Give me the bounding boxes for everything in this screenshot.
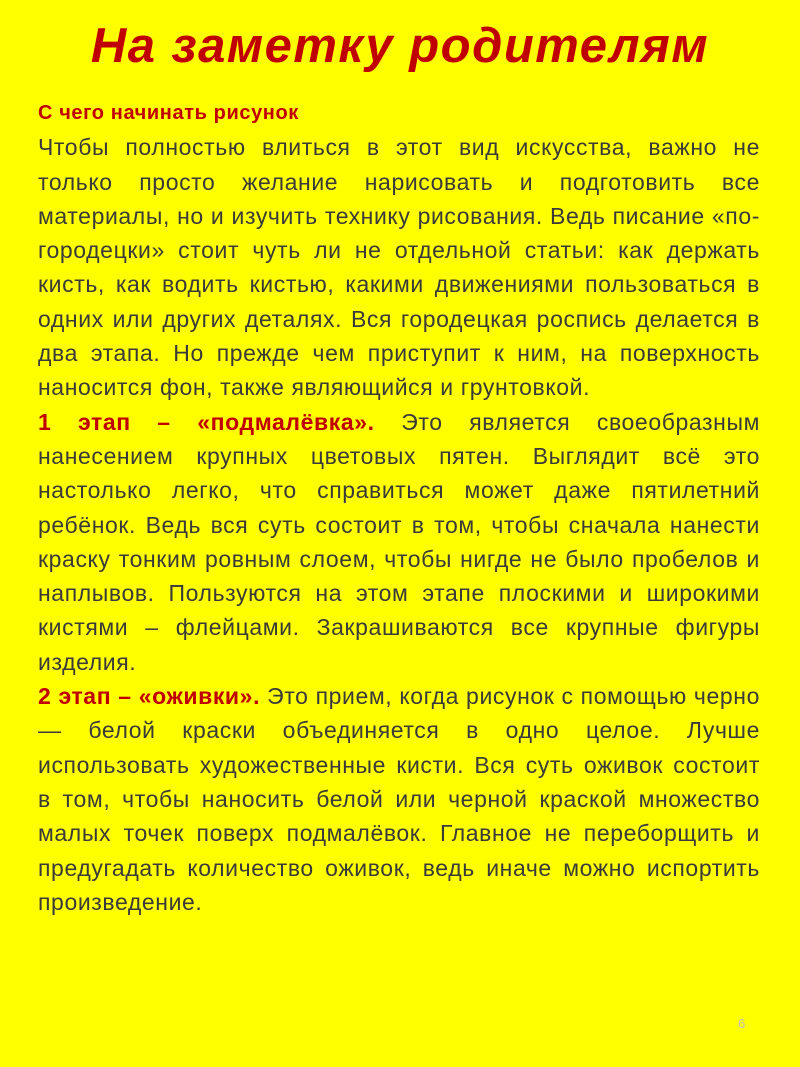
slide-title: На заметку родителям	[90, 19, 710, 73]
intro-paragraph	[38, 130, 760, 404]
stage1-paragraph	[38, 405, 760, 679]
slide-body	[38, 94, 760, 919]
stage2-paragraph	[38, 679, 760, 919]
intro-text: Чтобы полностью влиться в этот вид искусства, важно не только просто желание нарисовать и подготовить все материалы, но и изучить технику рисования. Ведь писание «по-городецки» стоит чуть ли не отдельной статьи: как держать кисть, как водить кистью, какими движениями пользоваться в одних или других деталях. Вся городецкая роспись делается в два этапа. Но прежде чем приступит к ним, на поверхность наносится фон, также являющийся и грунтовкой.	[38, 134, 760, 401]
stage1-text: Это является своеобразным нанесением крупных цветовых пятен. Выглядит всё это настолько легко, что справиться может даже пятилетний ребёнок. Ведь вся суть состоит в том, чтобы сначала нанести краску тонким ровным слоем, чтобы нигде не было пробелов и наплывов. Пользуются на этом этапе плоскими и широкими кистями – флейцами. Закрашиваются все крупные фигуры изделия.	[38, 408, 760, 675]
stage2-text: Это прием, когда рисунок с помощью черно — белой краски объединяется в одно целое. Лучше использовать художественные кисти. Вся суть оживок состоит в том, чтобы наносить белой или черной краской множество малых точек поверх подмалёвок. Главное не переборщить и предугадать количество оживок, ведь иначе можно испортить произведение.	[38, 683, 760, 915]
stage2-label: 2 этап – «оживки».	[38, 683, 261, 710]
page-number: 6	[738, 1016, 746, 1031]
section-heading-paragraph	[38, 94, 760, 130]
section-heading: С чего начинать рисунок	[38, 102, 299, 124]
stage1-label: 1 этап – «подмалёвка».	[38, 408, 375, 435]
